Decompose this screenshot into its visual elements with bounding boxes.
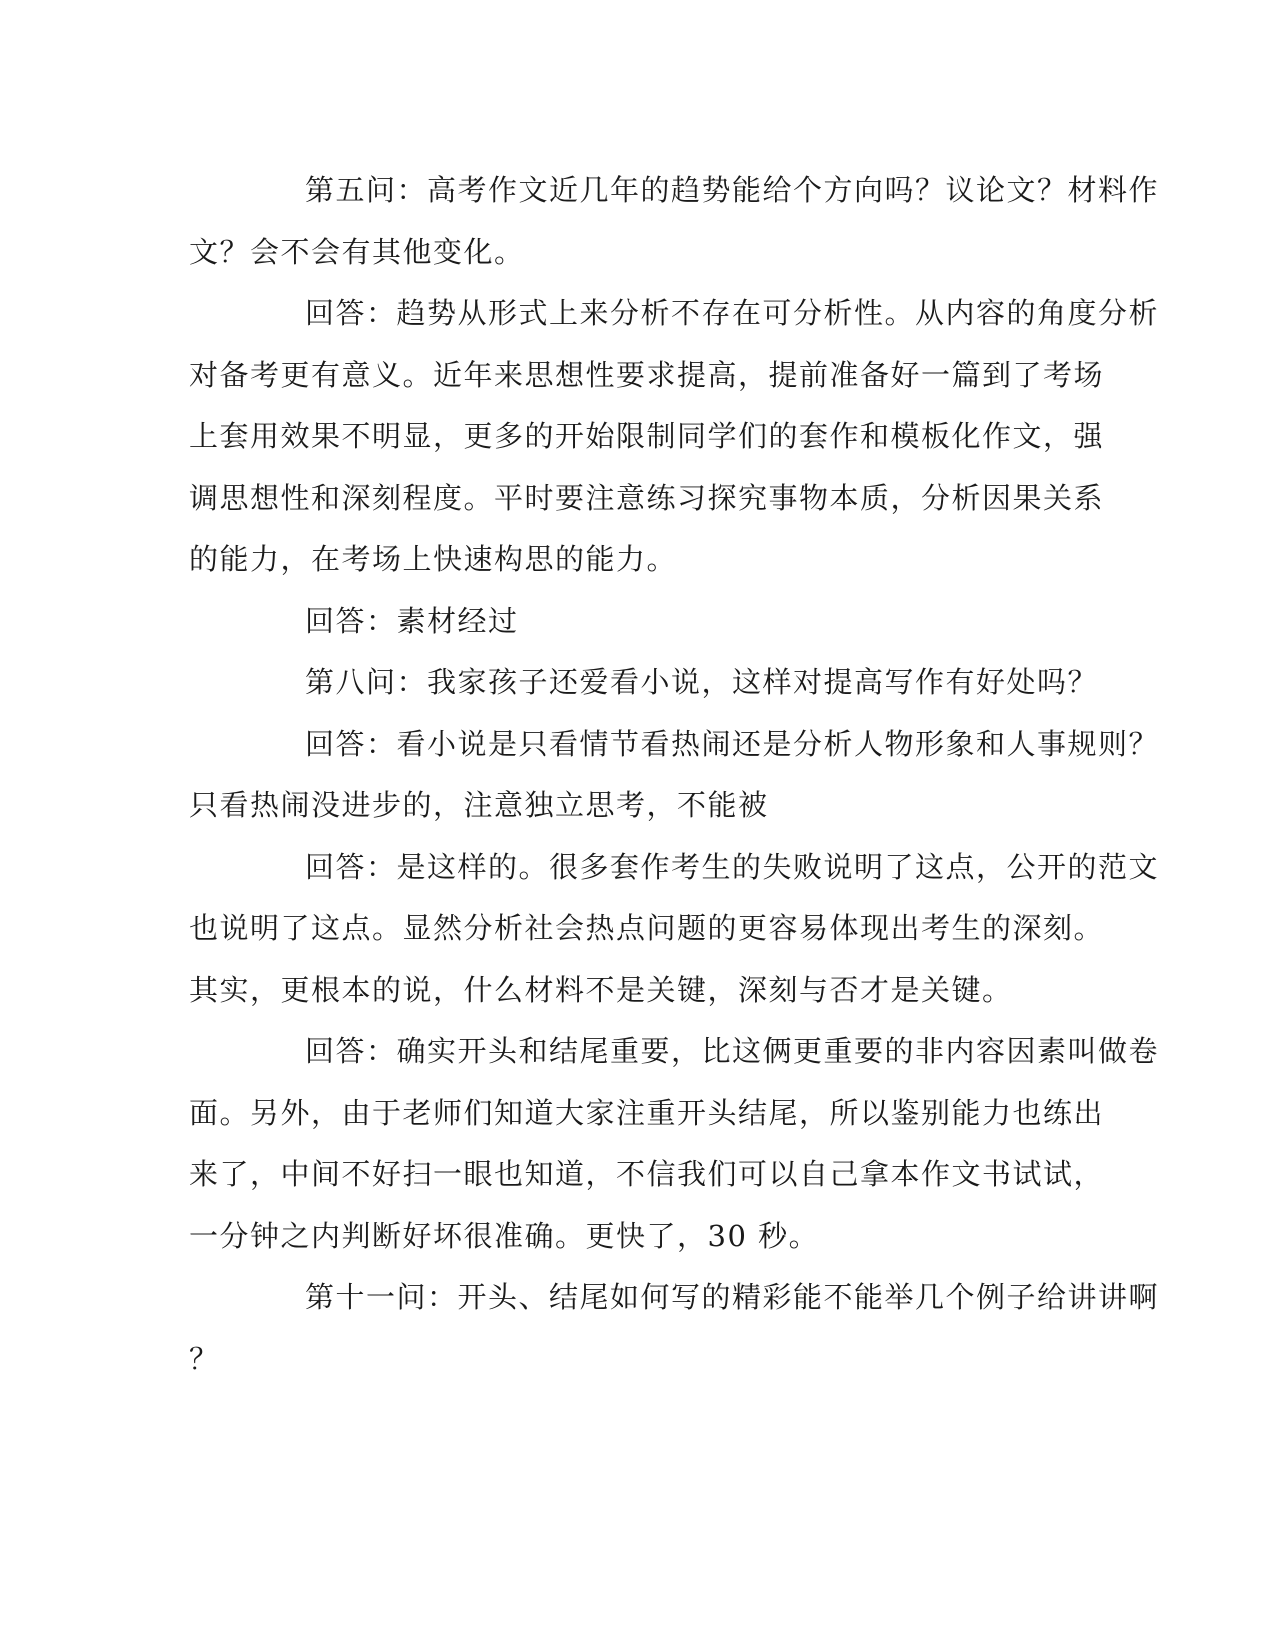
text-line: 其实，更根本的说，什么材料不是关键，深刻与否才是关键。 bbox=[189, 972, 1013, 1007]
text-line: 回答：趋势从形式上来分析不存在可分析性。从内容的角度分析 bbox=[305, 296, 1160, 330]
question-5 bbox=[189, 160, 1160, 283]
text-line: 也说明了这点。显然分析社会热点问题的更容易体现出考生的深刻。 bbox=[189, 911, 1105, 945]
answer-material bbox=[189, 591, 1081, 653]
answer-8 bbox=[189, 714, 1160, 837]
text-line: 上套用效果不明显，更多的开始限制同学们的套作和模板化作文，强 bbox=[189, 419, 1105, 453]
text-line: 的能力，在考场上快速构思的能力。 bbox=[189, 542, 678, 576]
question-11 bbox=[189, 1267, 1160, 1390]
text-line: ？ bbox=[189, 1341, 220, 1376]
text-line: 第五问：高考作文近几年的趋势能给个方向吗？议论文？材料作 bbox=[305, 173, 1160, 207]
text-line: 第十一问：开头、结尾如何写的精彩能不能举几个例子给讲讲啊 bbox=[305, 1280, 1160, 1314]
text-line: 第八问：我家孩子还爱看小说，这样对提高写作有好处吗？ bbox=[305, 665, 1099, 699]
text-line: 对备考更有意义。近年来思想性要求提高，提前准备好一篇到了考场 bbox=[189, 357, 1105, 392]
text-line: 调思想性和深刻程度。平时要注意练习探究事物本质，分析因果关系 bbox=[189, 480, 1105, 515]
text-line: 回答：看小说是只看情节看热闹还是分析人物形象和人事规则？ bbox=[305, 726, 1160, 761]
text-line: 回答：确实开头和结尾重要，比这俩更重要的非内容因素叫做卷 bbox=[305, 1034, 1160, 1068]
text-line: 回答：是这样的。很多套作考生的失败说明了这点，公开的范文 bbox=[305, 849, 1160, 884]
text-line: 面。另外，由于老师们知道大家注重开头结尾，所以鉴别能力也练出 bbox=[189, 1095, 1105, 1130]
text-line: 来了，中间不好扫一眼也知道，不信我们可以自己拿本作文书试试， bbox=[189, 1157, 1105, 1191]
body-text bbox=[189, 160, 1160, 1390]
text-line: 只看热闹没进步的，注意独立思考，不能被 bbox=[189, 788, 769, 822]
question-8 bbox=[189, 652, 1099, 714]
answer-template-writing bbox=[189, 837, 1160, 1022]
answer-5 bbox=[189, 283, 1160, 591]
text-line: 文？会不会有其他变化。 bbox=[189, 234, 525, 269]
text-line: 一分钟之内判断好坏很准确。更快了，30 秒。 bbox=[189, 1218, 820, 1253]
answer-opening-ending bbox=[189, 1021, 1160, 1267]
text-line: 回答：素材经过 bbox=[305, 603, 519, 638]
